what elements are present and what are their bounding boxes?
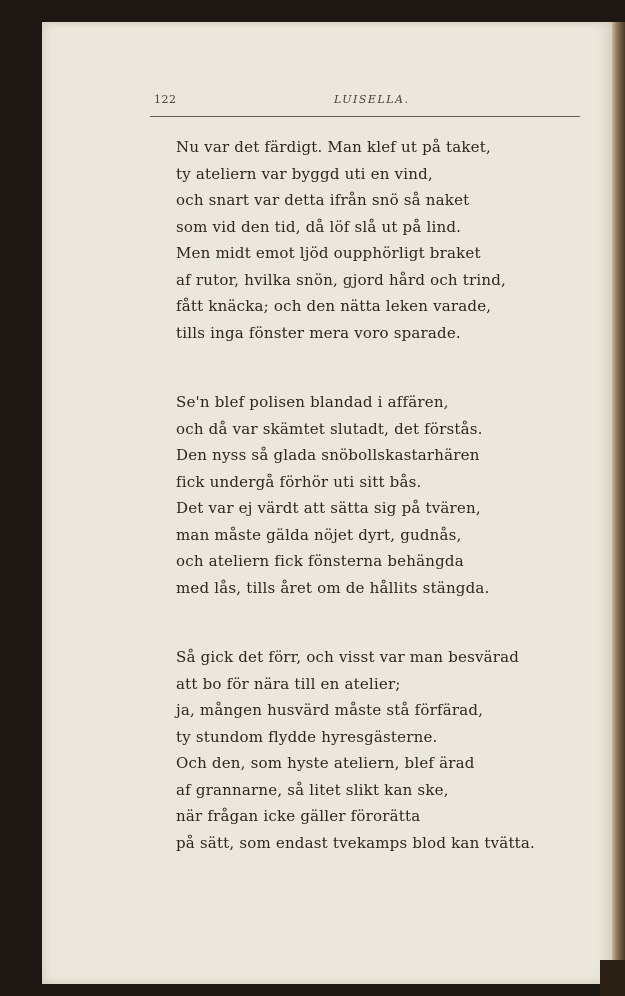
page-edge bbox=[612, 22, 625, 984]
verse-line: Det var ej värdt att sätta sig på tvären, bbox=[176, 499, 481, 517]
verse-line: Se'n blef polisen blandad i affären, bbox=[176, 393, 449, 411]
verse-line: Så gick det förr, och visst var man besvärad bbox=[176, 648, 520, 666]
verse-line: ty ateliern var byggd uti en vind, bbox=[176, 164, 433, 183]
running-head bbox=[150, 93, 580, 113]
verse-line: Men midt emot ljöd oupphörligt braket bbox=[176, 244, 481, 262]
verse-line: att bo för nära till en atelier; bbox=[176, 674, 401, 693]
stanza-1 bbox=[176, 134, 506, 346]
verse-line: af rutor, hvilka snön, gjord hård och trind, bbox=[176, 270, 506, 289]
verse-line: af grannarne, så litet slikt kan ske, bbox=[176, 780, 449, 799]
verse-line: fått knäcka; och den nätta leken varade, bbox=[176, 297, 492, 315]
binding-strip bbox=[600, 960, 625, 996]
verse-line: Den nyss så glada snöbollskastarhären bbox=[176, 446, 480, 464]
header-rule bbox=[150, 116, 580, 117]
verse-line: på sätt, som endast tvekamps blod kan tvätta. bbox=[176, 833, 536, 852]
verse-line: ja, mången husvärd måste stå förfärad, bbox=[176, 701, 484, 719]
verse-line: tills inga fönster mera voro sparade. bbox=[176, 323, 461, 342]
verse-line: och då var skämtet slutadt, det förstås. bbox=[176, 419, 483, 438]
verse-line: med lås, tills året om de hållits stängda. bbox=[176, 578, 490, 597]
verse-line: och ateliern fick fönsterna behängda bbox=[176, 552, 464, 570]
verse-line: man måste gälda nöjet dyrt, gudnås, bbox=[176, 525, 462, 544]
verse-line: ty stundom flydde hyresgästerne. bbox=[176, 727, 438, 746]
page-number: 122 bbox=[154, 93, 177, 106]
verse-line: fick undergå förhör uti sitt bås. bbox=[176, 472, 422, 491]
verse-line: när frågan icke gäller förorätta bbox=[176, 807, 421, 825]
verse-line: Och den, som hyste ateliern, blef ärad bbox=[176, 754, 475, 772]
stanza-2 bbox=[176, 389, 490, 601]
verse-line: och snart var detta ifrån snö så naket bbox=[176, 191, 470, 209]
verse-line: Nu var det färdigt. Man klef ut på taket, bbox=[176, 138, 491, 156]
stanza-3 bbox=[176, 644, 535, 856]
running-title: LUISELLA. bbox=[334, 93, 410, 106]
verse-line: som vid den tid, då löf slå ut på lind. bbox=[176, 217, 462, 236]
